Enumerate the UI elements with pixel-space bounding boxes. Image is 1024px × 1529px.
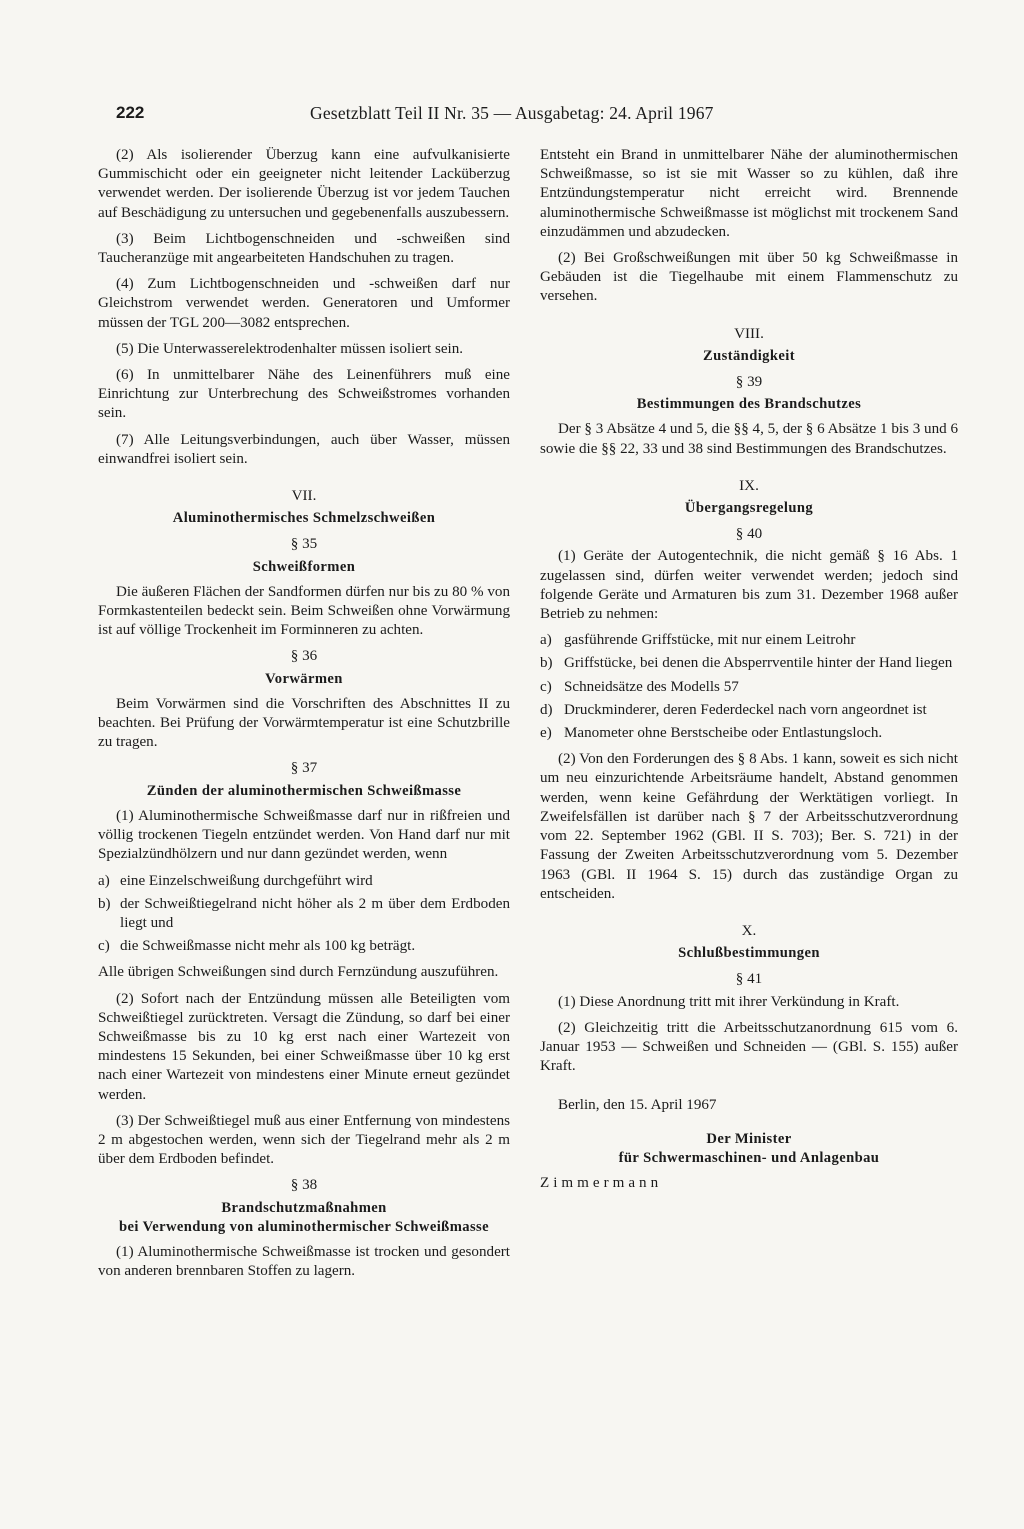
paragraph-title: Brandschutzmaßnahmen xyxy=(221,1199,387,1216)
paragraph: (2) Sofort nach der Entzündung müssen alle Beteiligten vom Schweißtiegel zurücktreten. Versagt die Zündung, so darf bei einer Schweißmasse bis zu 10 kg erst nach einer Wartezeit von mindestens 15 Sekunden, bei einer Schweißmasse über 10 kg erst nach einer Wartezeit von mindestens einer Minute erneut gezündet werden. xyxy=(98,990,510,1103)
paragraph: Entsteht ein Brand in unmittelbarer Nähe der aluminothermischen Schweißmasse, so ist sie mit Wasser so zu kühlen, daß ihre Entzündungstemperatur nicht erreicht wird. Brennende aluminothermische Schweißmasse ist möglichst mit trockenem Sand einzudämmen und abzudecken. xyxy=(540,147,958,240)
list-text: die Schweißmasse nicht mehr als 100 kg beträgt. xyxy=(120,938,416,955)
paragraph: (2) Als isolierender Überzug kann eine aufvulkanisierte Gummischicht oder ein geeigneter nicht leitender Lacküberzug verwendet werden. Der isolierende Überzug ist vor jedem Tauchen auf Beschädigung zu untersuchen und gegebenenfalls auszubessern. xyxy=(98,147,510,221)
paragraph: (5) Die Unterwasserelektrodenhalter müssen isoliert sein. xyxy=(116,340,464,357)
signature-title: Der Minister xyxy=(706,1130,792,1147)
paragraph: Die äußeren Flächen der Sandformen dürfen nur bis zu 80 % von Formkastenteilen bedeckt sein. Beim Schweißen ohne Vorwärmung ist auf völlige Trockenheit im Forminneren zu achten. xyxy=(98,583,510,639)
paragraph: Der § 3 Absätze 4 und 5, die §§ 4, 5, der § 6 Absätze 1 bis 3 und 6 sowie die §§ 22, 33 und 38 sind Bestimmungen des Brandschutzes. xyxy=(540,421,958,457)
list-item xyxy=(540,724,958,743)
list-text: Manometer ohne Berstscheibe oder Entlastungsloch. xyxy=(564,725,883,742)
list-label: a) xyxy=(540,632,552,649)
list-label: a) xyxy=(98,872,110,889)
paragraph: (2) Von den Forderungen des § 8 Abs. 1 kann, soweit es sich nicht um neu einzurichtende Arbeitsräume handelt, Abstand genommen werden, wenn keine Gefährdung der Werktätigen vorliegt. In Zweifelsfällen ist darüber nach § 7 der Arbeitsschutzverordnung vom 22. September 1962 (GBl. II S. 703); Ber. S. 721) in der Fassung der Zweiten Arbeitsschutzverordnung vom 5. Dezember 1963 (GBl. II 1964 S. 15) durch das zuständige Organ zu entscheiden. xyxy=(540,751,958,902)
list-item xyxy=(98,895,510,933)
list-label: b) xyxy=(98,895,111,912)
paragraph: (3) Beim Lichtbogenschneiden und -schweißen sind Taucheranzüge mit angearbeiteten Handschuhen zu tragen. xyxy=(98,230,510,267)
section-title: Übergangsregelung xyxy=(684,500,814,517)
condition-list xyxy=(98,872,510,957)
list-text: Griffstücke, bei denen die Absperrventile hinter der Hand liegen xyxy=(564,655,953,672)
paragraph-title: Bestimmungen des Brandschutzes xyxy=(636,396,862,413)
list-label: c) xyxy=(98,938,110,955)
section-roman-numeral: IX. xyxy=(739,477,759,494)
paragraph-number: § 37 xyxy=(290,760,318,777)
paragraph: (3) Der Schweißtiegel muß aus einer Entfernung von mindestens 2 m abgestochen werden, wenn sich der Tiegelrand mehr als 2 m über dem Erdboden befindet. xyxy=(98,1112,510,1168)
device-list xyxy=(540,631,958,743)
running-title: Gesetzblatt Teil II Nr. 35 — Ausgabetag: 24. April 1967 xyxy=(310,103,714,123)
paragraph-title: Vorwärmen xyxy=(265,670,343,687)
paragraph: (4) Zum Lichtbogenschneiden und -schweißen darf nur Gleichstrom verwendet werden. Generatoren und Umformer müssen der TGL 200—3082 entsprechen. xyxy=(98,276,510,331)
paragraph-number: § 35 xyxy=(290,536,318,553)
list-text: eine Einzelschweißung durchgeführt wird xyxy=(120,872,373,889)
signature-title: für Schwermaschinen- und Anlagenbau xyxy=(618,1149,880,1166)
paragraph: (1) Aluminothermische Schweißmasse darf nur in rißfreien und völlig trockenen Tiegeln entzündet werden. Von Hand darf nur mit Spezialzündhölzern und nur dann gezündet werden, wenn xyxy=(98,807,510,863)
section-roman-numeral: VIII. xyxy=(734,325,764,342)
section-roman-numeral: X. xyxy=(741,922,757,939)
paragraph-title: bei Verwendung von aluminothermischer Schweißmasse xyxy=(118,1218,489,1235)
list-text: gasführende Griffstücke, mit nur einem Leitrohr xyxy=(564,632,856,649)
list-label: e) xyxy=(540,725,552,742)
paragraph-number: § 36 xyxy=(290,648,318,665)
list-label: d) xyxy=(540,701,553,718)
section-roman-numeral: VII. xyxy=(291,488,317,505)
list-item xyxy=(540,654,958,673)
paragraph: Beim Vorwärmen sind die Vorschriften des Abschnittes II zu beachten. Bei Prüfung der Vorwärmtemperatur ist eine Schutzbrille zu tragen. xyxy=(98,695,510,751)
list-item xyxy=(540,631,958,650)
signature-name: Zimmermann xyxy=(540,1174,663,1191)
paragraph: (7) Alle Leitungsverbindungen, auch über Wasser, müssen einwandfrei isoliert sein. xyxy=(98,431,510,467)
page-header xyxy=(116,103,766,133)
page-number: 222 xyxy=(116,103,145,122)
paragraph-number: § 38 xyxy=(290,1177,318,1194)
paragraph: Alle übrigen Schweißungen sind durch Fernzündung auszuführen. xyxy=(98,964,499,981)
list-item xyxy=(540,701,958,720)
section-title: Aluminothermisches Schmelzschweißen xyxy=(172,510,436,527)
right-column xyxy=(540,146,958,1200)
paragraph-number: § 39 xyxy=(735,374,763,391)
list-item xyxy=(98,872,510,891)
paragraph: (1) Geräte der Autogentechnik, die nicht gemäß § 16 Abs. 1 zugelassen sind, dürfen weiter verwendet werden; jedoch sind folgende Geräte und Armaturen bis zum 31. Dezember 1968 außer Betrieb zu nehmen: xyxy=(540,548,958,623)
paragraph-number: § 40 xyxy=(735,526,763,543)
paragraph: (1) Aluminothermische Schweißmasse ist trocken und gesondert von anderen brennbaren Stoffen zu lagern. xyxy=(98,1243,510,1280)
list-text: der Schweißtiegelrand nicht höher als 2 m über dem Erdboden liegt und xyxy=(120,895,510,931)
paragraph: (6) In unmittelbarer Nähe des Leinenführers muß eine Einrichtung zur Unterbrechung des Schweißstromes vorhanden sein. xyxy=(98,367,510,422)
list-item xyxy=(98,937,510,956)
paragraph-number: § 41 xyxy=(735,971,763,988)
paragraph: (2) Gleichzeitig tritt die Arbeitsschutzanordnung 615 vom 6. Januar 1953 — Schweißen und Schneiden — (GBl. S. 155) außer Kraft. xyxy=(540,1019,958,1075)
list-label: c) xyxy=(540,678,552,695)
paragraph-title: Zünden der aluminothermischen Schweißmasse xyxy=(146,782,462,799)
paragraph: (1) Diese Anordnung tritt mit ihrer Verkündung in Kraft. xyxy=(558,993,900,1010)
section-title: Zuständigkeit xyxy=(703,347,795,364)
place-date: Berlin, den 15. April 1967 xyxy=(558,1097,717,1114)
list-label: b) xyxy=(540,655,553,672)
paragraph: (2) Bei Großschweißungen mit über 50 kg Schweißmasse in Gebäuden ist die Tiegelhaube mit einem Flammenschutz zu versehen. xyxy=(540,250,958,305)
paragraph-title: Schweißformen xyxy=(252,558,356,575)
list-text: Schneidsätze des Modells 57 xyxy=(564,678,739,695)
left-column xyxy=(98,146,510,1288)
list-item xyxy=(540,678,958,697)
list-text: Druckminderer, deren Federdeckel nach vorn angeordnet ist xyxy=(564,701,927,718)
section-title: Schlußbestimmungen xyxy=(678,945,820,962)
